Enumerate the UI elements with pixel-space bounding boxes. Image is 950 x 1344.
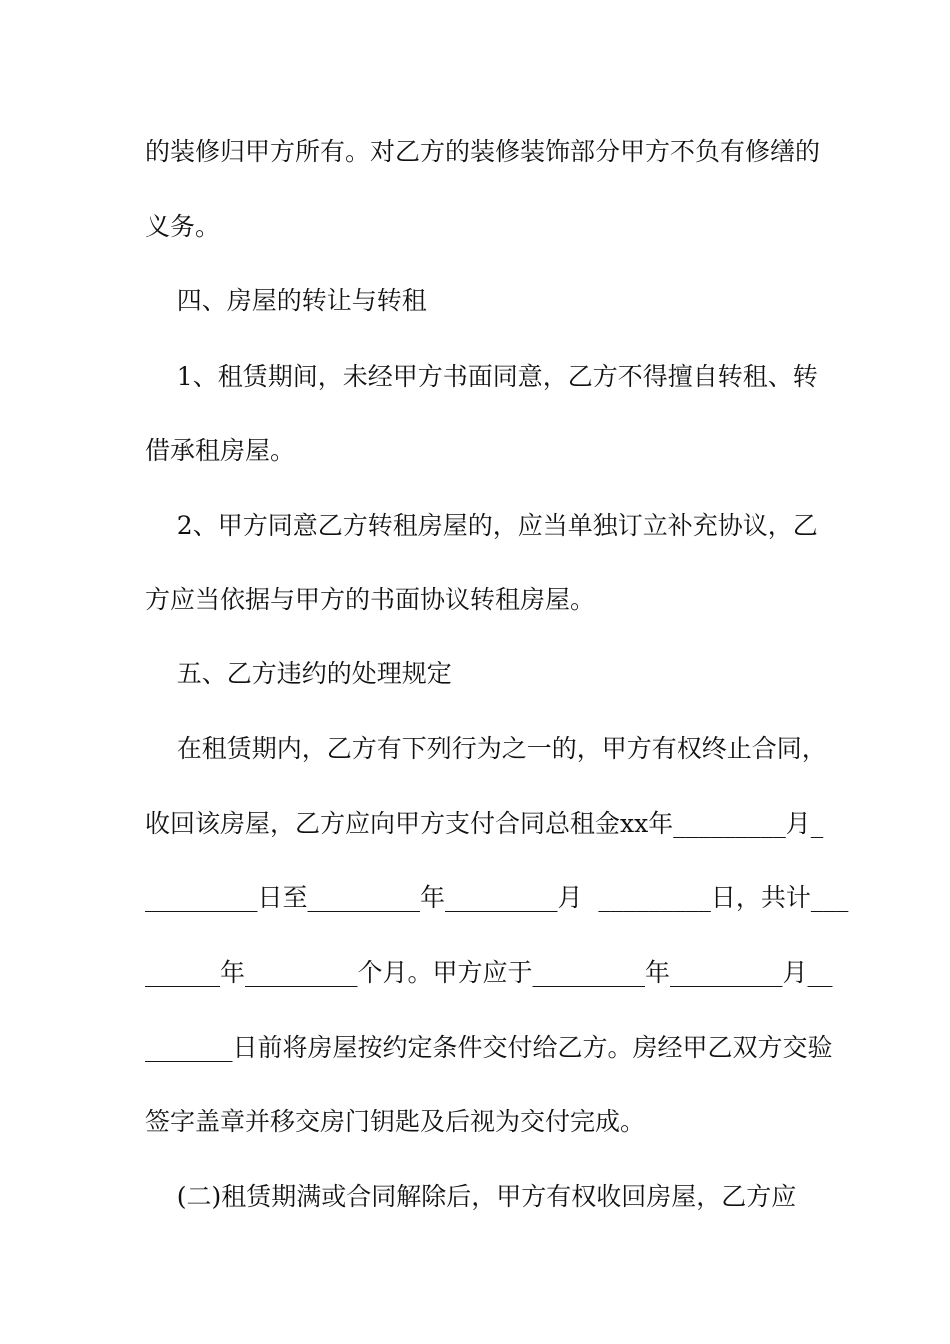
text-line: 方应当依据与甲方的书面协议转租房屋。 xyxy=(145,585,596,614)
text-line: _______日前将房屋按约定条件交付给乙方。房经甲乙双方交验 xyxy=(145,1033,833,1062)
text-line: 在租赁期内，乙方有下列行为之一的，甲方有权终止合同， xyxy=(145,734,827,763)
text-line: 义务。 xyxy=(145,212,221,241)
text-line: 1、租赁期间，未经甲方书面同意，乙方不得擅自转租、转 xyxy=(145,362,818,391)
text-line: 借承租房屋。 xyxy=(145,436,296,465)
text-line: ______年_________个月。甲方应于_________年_________月__ xyxy=(145,958,833,987)
text-line: _________日至_________年_________月 _________日，共计___ xyxy=(145,883,849,912)
text-line: 2、甲方同意乙方转租房屋的，应当单独订立补充协议，乙 xyxy=(145,511,818,540)
text-line: (二)租赁期满或合同解除后，甲方有权收回房屋，乙方应 xyxy=(145,1182,797,1211)
text-line: 的装修归甲方所有。对乙方的装修装饰部分甲方不负有修缮的 xyxy=(145,137,821,166)
text-line: 收回该房屋，乙方应向甲方支付合同总租金xx年_________月_ xyxy=(145,809,824,838)
text-line: 签字盖章并移交房门钥匙及后视为交付完成。 xyxy=(145,1107,646,1136)
section-heading: 四、房屋的转让与转租 xyxy=(145,286,427,315)
section-heading: 五、乙方违约的处理规定 xyxy=(145,659,452,688)
